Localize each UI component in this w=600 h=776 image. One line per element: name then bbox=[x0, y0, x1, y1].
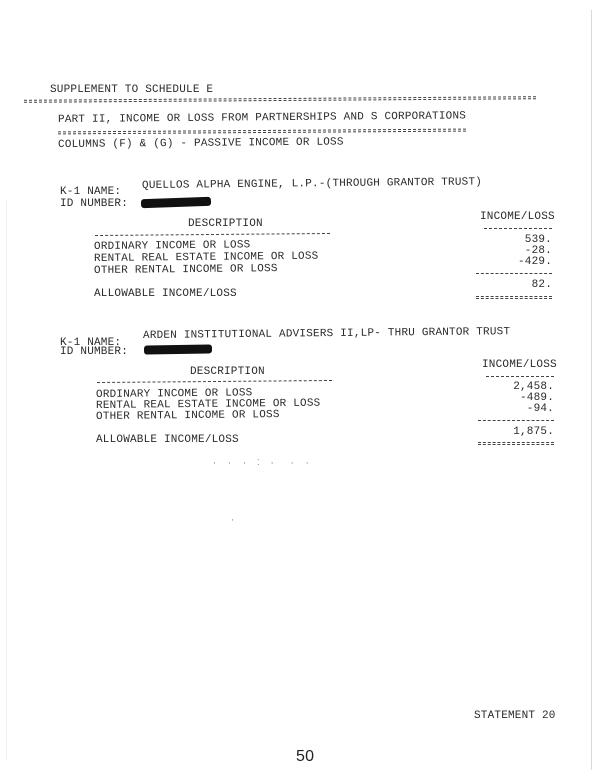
page-number: 50 bbox=[296, 748, 315, 765]
total-label: ALLOWABLE INCOME/LOSS bbox=[94, 288, 237, 300]
row-amount: -28. bbox=[524, 245, 552, 257]
row-label: ORDINARY INCOME OR LOSS bbox=[93, 239, 251, 253]
header-double-rule bbox=[24, 96, 536, 103]
total-rule bbox=[476, 273, 552, 274]
row-amount: -94. bbox=[526, 403, 554, 415]
total-double-rule bbox=[478, 442, 554, 445]
supplement-heading: SUPPLEMENT TO SCHEDULE E bbox=[50, 84, 214, 96]
total-amount: 82. bbox=[531, 279, 552, 291]
id-number-label: ID NUMBER: bbox=[60, 198, 129, 210]
description-header: DESCRIPTION bbox=[190, 366, 265, 378]
statement-label: STATEMENT 20 bbox=[474, 710, 556, 722]
row-amount: 2,458. bbox=[513, 381, 554, 393]
row-amount: -489. bbox=[519, 392, 554, 404]
scan-specks: · · · ⁚ · · · bbox=[212, 459, 310, 468]
row-amount: 539. bbox=[524, 234, 552, 246]
page-edge-line bbox=[6, 200, 7, 760]
description-header-rule bbox=[97, 380, 332, 383]
k1-name: ARDEN INSTITUTIONAL ADVISERS II,LP- THRU GRANTOR TRUST bbox=[142, 326, 511, 342]
row-label: RENTAL REAL ESTATE INCOME OR LOSS bbox=[93, 250, 319, 265]
page-edge-line bbox=[591, 10, 592, 770]
row-amount: -429. bbox=[517, 256, 552, 268]
row-label: RENTAL REAL ESTATE INCOME OR LOSS bbox=[95, 397, 321, 412]
income-loss-header: INCOME/LOSS bbox=[480, 211, 555, 223]
k1-name-label: K-1 NAME: bbox=[60, 337, 122, 349]
total-amount: 1,875. bbox=[513, 426, 554, 438]
part-double-rule bbox=[58, 129, 466, 135]
id-number-label: ID NUMBER: bbox=[60, 346, 129, 358]
k1-name: QUELLOS ALPHA ENGINE, L.P.-(THROUGH GRANTOR TRUST) bbox=[141, 176, 483, 192]
income-loss-header: INCOME/LOSS bbox=[482, 359, 557, 371]
k1-name-label: K-1 NAME: bbox=[60, 186, 122, 198]
amount-header-rule bbox=[486, 376, 554, 377]
scan-speck: · bbox=[230, 516, 236, 525]
part-heading: PART II, INCOME OR LOSS FROM PARTNERSHIPS AND S CORPORATIONS bbox=[57, 110, 467, 126]
columns-heading: COLUMNS (F) & (G) - PASSIVE INCOME OR LOSS bbox=[57, 136, 344, 151]
total-rule bbox=[478, 420, 554, 421]
description-header: DESCRIPTION bbox=[188, 218, 263, 230]
description-header-rule bbox=[95, 233, 330, 236]
row-label: ORDINARY INCOME OR LOSS bbox=[95, 387, 253, 401]
total-label: ALLOWABLE INCOME/LOSS bbox=[96, 434, 239, 446]
redaction-mark bbox=[144, 344, 212, 354]
amount-header-rule bbox=[484, 228, 552, 229]
row-label: OTHER RENTAL INCOME OR LOSS bbox=[95, 409, 280, 423]
redaction-mark bbox=[141, 197, 211, 208]
total-double-rule bbox=[476, 296, 552, 299]
row-label: OTHER RENTAL INCOME OR LOSS bbox=[93, 263, 278, 277]
